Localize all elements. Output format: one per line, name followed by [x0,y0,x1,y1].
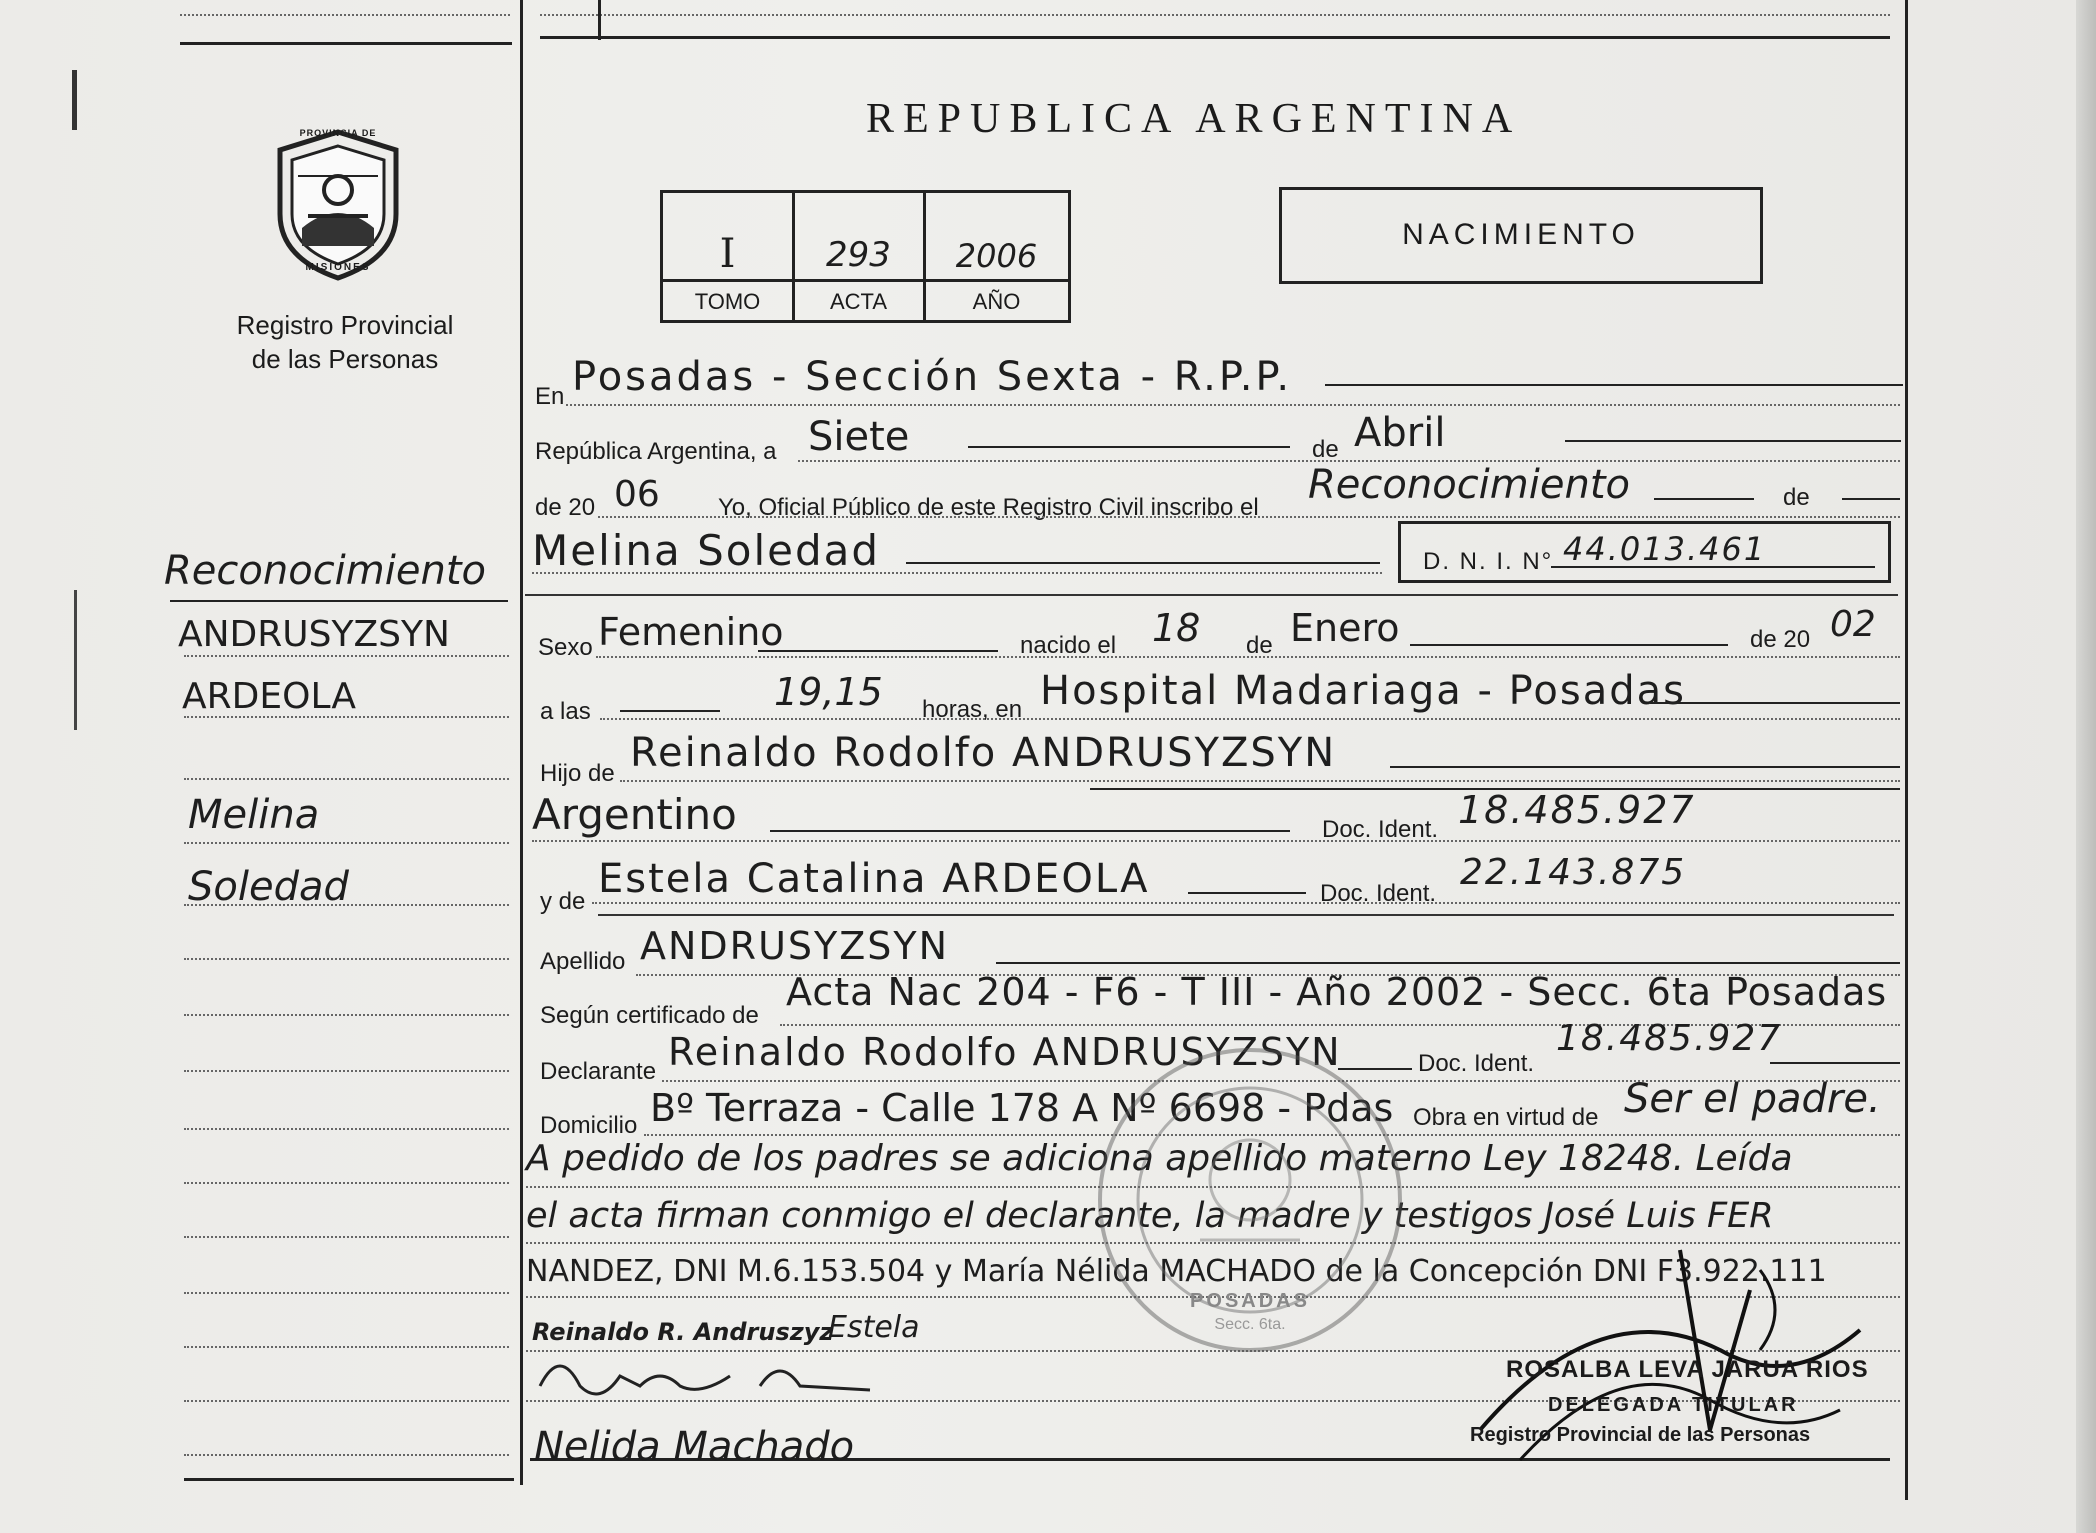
officer-text: Yo, Oficial Público de este Registro Civil inscribo el [718,494,1259,521]
anio-value: 2006 [955,237,1038,275]
segun-value: Acta Nac 204 - F6 - T III - Año 2002 - Secc. 6ta Posadas [786,970,1888,1014]
act-type-box [1279,187,1763,284]
margin-line-9 [184,1128,509,1130]
official-org: Registro Provincial de las Personas [1470,1424,1811,1446]
page-edge-shadow [2076,0,2096,1533]
stamp-sub: Secc. 6ta. [1214,1316,1286,1333]
declarante-value: Reinaldo Rodolfo ANDRUSYZSYN [668,1030,1342,1074]
right-frame-line [1905,0,1908,1500]
sexo-label: Sexo [538,634,593,661]
margin-surname-2: ARDEOLA [182,676,356,717]
section-rule-1 [525,594,1898,596]
doc-label-3: Doc. Ident. [1418,1050,1535,1077]
observation-line-1: A pedido de los padres se adiciona apellido materno Ley 18248. Leída [526,1138,1793,1179]
hora-value: 19,15 [774,670,883,714]
dni-box [1398,521,1891,583]
dni-underline [1551,566,1875,568]
de20-label: de 20 [1750,626,1811,653]
binding-mark-1 [72,70,77,130]
act-type-label: NACIMIENTO [1402,218,1640,251]
top-dotted-line-left [180,14,510,16]
nacido-month-value: Enero [1290,606,1400,650]
en-fill-rule [1325,384,1903,386]
hijo-line [620,780,1900,782]
padre-doc-value: 18.485.927 [1458,788,1696,832]
binding-mark-2 [74,590,77,730]
registry-name-line2: de las Personas [251,344,439,374]
name-fill-rule [906,562,1380,564]
de-label-3: de [1246,632,1273,659]
madre-doc-value: 22.143.875 [1460,852,1687,893]
yde-label: y de [540,888,586,915]
doc-label-2: Doc. Ident. [1320,880,1437,907]
apellido-fill-rule [996,962,1900,964]
left-column-divider [520,0,523,1485]
day-fill-rule [968,446,1290,448]
segun-label: Según certificado de [540,1002,759,1029]
record-box-label-rule [663,279,1068,282]
margin-surname-1: ANDRUSYZSYN [178,614,450,655]
declarante-doc-value: 18.485.927 [1556,1018,1783,1059]
month-fill-rule [1565,440,1901,442]
lugar-value: Hospital Madariaga - Posadas [1040,668,1686,714]
margin-name-1: Melina [188,792,320,838]
apellido-label: Apellido [540,948,626,975]
observation-line-3: NANDEZ, DNI M.6.153.504 y María Nélida MACHADO de la Concepción DNI F3.922.111 [526,1254,1827,1289]
margin-line-8 [184,1070,509,1072]
de-fill-rule [1842,498,1900,500]
top-rule-right [540,36,1890,39]
dni-label: D. N. I. N° [1423,548,1554,575]
margin-line-6 [184,958,509,960]
tomo-label: TOMO [694,289,761,314]
official-name: ROSALBA LEVA JARUA RIOS [1506,1356,1869,1383]
top-rule-left [180,42,512,45]
seal-caption-top: PROVINCIA DE [299,128,377,138]
margin-line-13 [184,1346,509,1348]
year-line [598,516,1900,518]
year-value: 06 [614,474,660,515]
margin-line-11 [184,1236,509,1238]
madre-fill-rule [1188,892,1306,894]
hijo-label: Hijo de [540,760,615,787]
signature-declarante: Reinaldo R. Andruszyz [532,1318,834,1346]
horas-label: horas, en [922,696,1023,723]
signature-testigo: Nelida Machado [534,1424,855,1470]
dni-value: 44.013.461 [1563,530,1767,568]
domicilio-label: Domicilio [540,1112,638,1139]
en-line [566,404,1900,406]
obra-label: Obra en virtud de [1413,1104,1599,1131]
nacido-year-value: 02 [1830,604,1876,645]
padre-nacionalidad: Argentino [532,790,737,839]
sexo-value: Femenino [598,610,784,654]
sexo-line [596,656,1900,658]
observation-line-2: el acta firman conmigo el declarante, la madre y testigos José Luis FER [526,1196,1774,1236]
margin-line-7 [184,1014,509,1016]
yde-line [592,902,1900,904]
inscribo-fill-rule [1654,498,1754,500]
day-value: Siete [808,414,910,460]
nacido-label: nacido el [1020,632,1117,659]
declarante-label: Declarante [540,1058,657,1085]
margin-line-15 [184,1454,509,1456]
top-dotted-line-right [540,14,1890,16]
tomo-value: I [719,231,736,277]
section-rule-2 [598,914,1894,916]
en-label: En [535,383,565,410]
padre-value: Reinaldo Rodolfo ANDRUSYZSYN [630,730,1337,776]
stamp-city: POSADAS [1190,1290,1310,1312]
name-line [532,572,1382,574]
record-number-box [660,190,1071,323]
apellido-value: ANDRUSYZSYN [640,924,950,968]
signature-madre: Estela [828,1310,920,1345]
acta-value: 293 [826,235,891,275]
inscribo-value: Reconocimiento [1308,462,1630,508]
margin-line-1 [184,655,509,657]
alas-line [600,718,1900,720]
en-value: Posadas - Sección Sexta - R.P.P. [572,354,1293,400]
lugar-fill-rule [1650,702,1900,704]
country-title: REPUBLICA ARGENTINA [866,96,1522,142]
anio-label: AÑO [972,289,1021,314]
madre-value: Estela Catalina ARDEOLA [598,856,1150,902]
margin-line-5 [184,904,509,906]
republica-label: República Argentina, a [535,438,777,465]
margin-line-12 [184,1292,509,1294]
obra-value: Ser el padre. [1624,1076,1881,1122]
signature-scribble-icon [530,1346,890,1406]
de-label-1: de [1312,436,1339,463]
padre-fill-rule [1390,766,1900,768]
margin-name-2: Soledad [188,864,349,910]
margin-note-reconocimiento: Reconocimiento [164,548,486,594]
margin-note-underline [170,600,508,602]
month2-fill-rule [1410,644,1728,646]
sexo-fill-rule [758,650,998,652]
domicilio-value: Bº Terraza - Calle 178 A Nº 6698 - Pdas [650,1086,1394,1130]
de-label-2: de [1783,484,1810,511]
bottom-rule-left [184,1478,514,1481]
registry-name-line1: Registro Provincial [236,310,454,340]
declarante-doc-rule [1770,1062,1900,1064]
year-label: de 20 [535,494,596,521]
nacido-day-value: 18 [1152,606,1201,650]
full-name-value: Melina Soledad [532,526,881,575]
margin-line-3 [184,778,509,780]
nac-fill-rule [770,830,1290,832]
margin-line-14 [184,1400,509,1402]
hora-fill-rule [620,710,720,712]
alas-label: a las [540,698,591,725]
nac-line [532,840,1900,842]
acta-label: ACTA [829,289,888,314]
official-title: DELEGADA TITULAR [1548,1394,1799,1416]
seal-caption-bottom: MISIONES [305,262,371,273]
margin-line-2 [184,716,509,718]
misiones-seal-icon [268,128,408,282]
margin-line-4 [184,842,509,844]
month-value: Abril [1354,410,1446,456]
margin-line-10 [184,1182,509,1184]
top-tick [598,0,601,40]
doc-label-1: Doc. Ident. [1322,816,1439,843]
